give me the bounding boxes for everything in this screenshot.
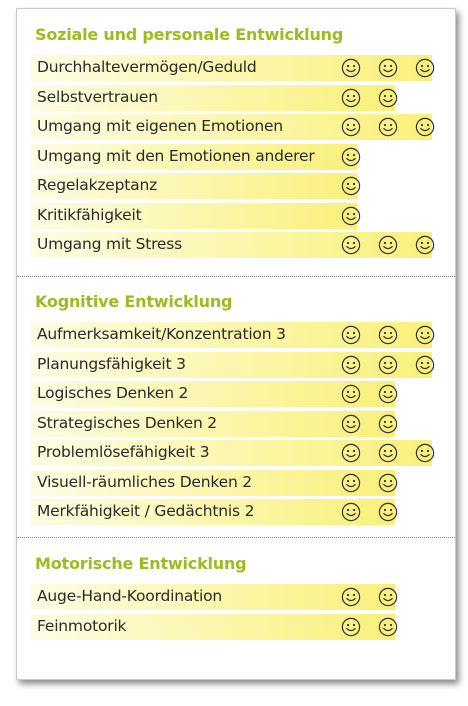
skill-row [31,114,432,140]
skill-row [31,614,395,640]
smiley-face-icon [341,176,361,196]
skill-row [31,55,432,81]
skill-row [31,411,395,437]
skill-label: Durchhaltevermögen/Geduld [37,58,257,76]
smiley-face-icon [341,473,361,493]
smiley-face-icon [341,414,361,434]
smiley-face-icon [378,587,398,607]
skill-row [31,352,432,378]
smiley-face-icon [378,617,398,637]
skill-label: Strategisches Denken 2 [37,413,217,432]
skill-label: Regelakzeptanz [37,176,158,194]
smiley-face-icon [341,58,361,78]
smiley-face-icon [341,88,361,108]
skill-label: Umgang mit eigenen Emotionen [37,117,283,135]
smiley-face-icon [378,473,398,493]
skill-row [31,173,357,199]
smiley-face-icon [378,325,398,345]
skill-label: Planungsfähigkeit 3 [37,354,186,373]
smiley-face-icon [415,235,435,255]
skill-label: Aufmerksamkeit/Konzentration 3 [37,325,286,343]
smiley-face-icon [378,117,398,137]
smiley-face-icon [341,443,361,463]
smiley-face-icon [341,147,361,167]
section-title: Soziale und personale Entwicklung [35,25,344,44]
skill-row [31,85,395,111]
skill-label: Selbstvertrauen [37,87,158,106]
section-divider [17,537,455,538]
smiley-face-icon [341,325,361,345]
smiley-face-icon [378,235,398,255]
smiley-face-icon [415,325,435,345]
skill-label: Auge-Hand-Koordination [37,587,223,605]
smiley-face-icon [378,384,398,404]
skill-label: Feinmotorik [37,616,127,635]
smiley-face-icon [378,355,398,375]
skill-row [31,322,432,348]
skill-label: Merkfähigkeit / Gedächtnis 2 [37,502,255,520]
smiley-face-icon [415,443,435,463]
section-title: Kognitive Entwicklung [35,292,233,311]
section-divider [17,276,455,277]
smiley-face-icon [341,235,361,255]
smiley-face-icon [341,587,361,607]
smiley-face-icon [341,502,361,522]
skill-label: Kritikfähigkeit [37,205,142,224]
development-report-card [16,8,456,680]
smiley-face-icon [415,117,435,137]
smiley-face-icon [378,88,398,108]
skill-row [31,470,395,496]
smiley-face-icon [378,414,398,434]
skill-row [31,440,432,466]
smiley-face-icon [341,384,361,404]
smiley-face-icon [341,617,361,637]
smiley-face-icon [378,443,398,463]
smiley-face-icon [415,58,435,78]
smiley-face-icon [378,502,398,522]
skill-row [31,144,357,170]
skill-row [31,499,395,525]
skill-label: Umgang mit Stress [37,235,183,253]
skill-label: Visuell-räumliches Denken 2 [37,472,252,491]
skill-row [31,203,357,229]
smiley-face-icon [341,355,361,375]
smiley-face-icon [378,58,398,78]
section-title: Motorische Entwicklung [35,554,247,573]
smiley-face-icon [341,206,361,226]
skill-row [31,584,395,610]
smiley-face-icon [415,355,435,375]
skill-label: Umgang mit den Emotionen anderer [37,146,315,165]
smiley-face-icon [341,117,361,137]
skill-row [31,381,395,407]
skill-label: Logisches Denken 2 [37,384,189,402]
skill-label: Problemlösefähigkeit 3 [37,443,210,461]
skill-row [31,232,432,258]
